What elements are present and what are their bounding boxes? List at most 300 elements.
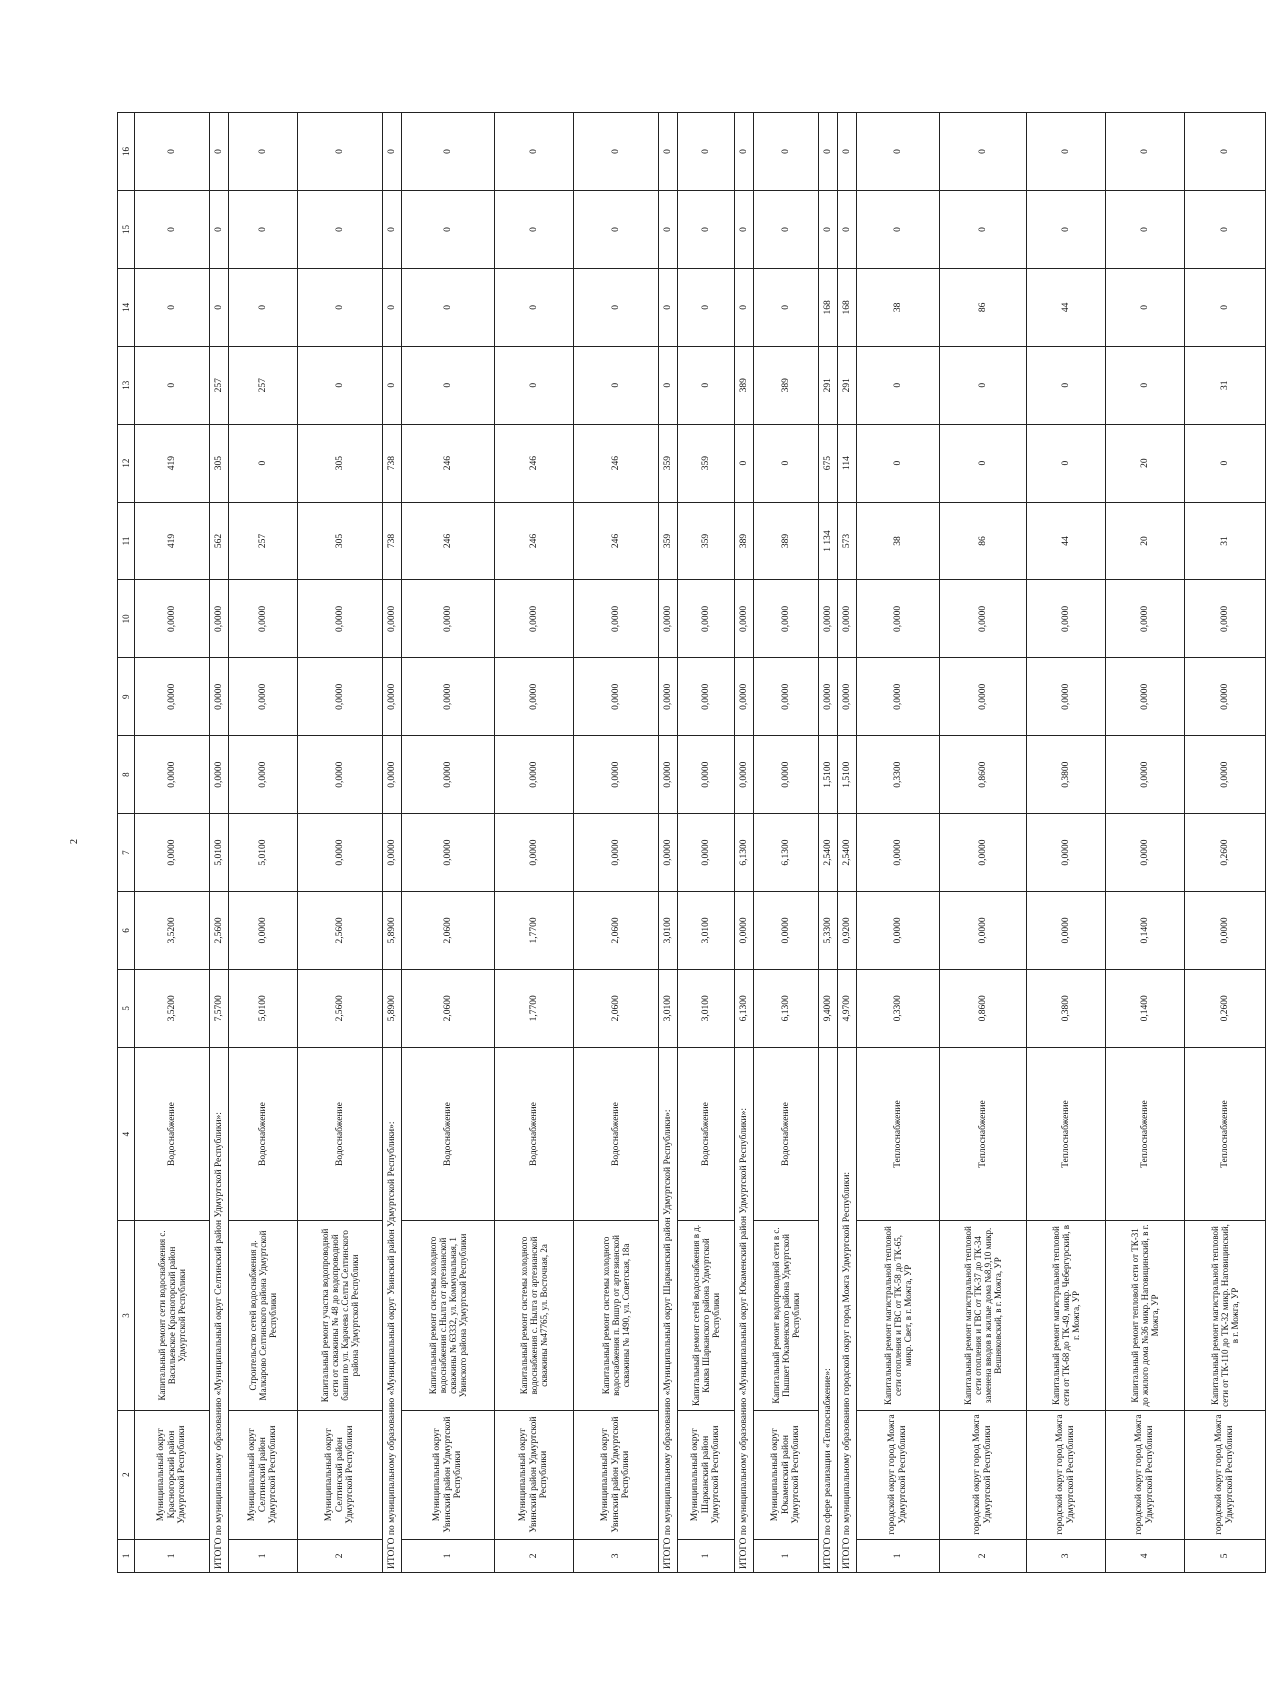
value-cell: 0,0000	[383, 658, 402, 736]
value-cell: 0	[210, 268, 229, 346]
value-cell: 0	[495, 190, 574, 268]
table-row	[940, 113, 1027, 1573]
value-cell: 0,0000	[735, 580, 754, 658]
value-cell: 3,5200	[135, 969, 210, 1047]
municipality-cell: Муниципальный округ Селтинский район Удмуртской Республики	[298, 1410, 383, 1539]
value-cell: 0,0000	[495, 736, 574, 814]
value-cell: 0	[495, 346, 574, 424]
value-cell: 0	[402, 190, 495, 268]
value-cell: 0,0000	[819, 658, 838, 736]
value-cell: 0,0000	[754, 658, 819, 736]
value-cell: 0	[678, 113, 735, 191]
total-label: ИТОГО по муниципальному образованию «Муниципальный округ Юкаменский район Удмуртской Республики»:	[735, 1047, 754, 1572]
page-number: 2	[69, 839, 80, 844]
value-cell: 0,0000	[754, 892, 819, 970]
value-cell: 0	[383, 190, 402, 268]
column-number: 8	[118, 736, 135, 814]
object-name-cell: Капитальный ремонт тепловой сети от ТК-31 до жилого дома №36 микр. Наговицинский, в г. Можга, УР	[1106, 1221, 1185, 1410]
value-cell: 2,0600	[402, 969, 495, 1047]
value-cell: 305	[298, 424, 383, 502]
value-cell: 0,3300	[857, 969, 940, 1047]
municipality-cell: Муниципальный округ Селтинский район Удмуртской Республики	[229, 1410, 298, 1539]
sphere-cell: Водоснабжение	[298, 1047, 383, 1221]
value-cell: 0,0000	[819, 580, 838, 658]
value-cell: 291	[838, 346, 857, 424]
sphere-cell: Теплоснабжение	[1185, 1047, 1266, 1221]
value-cell: 0,0000	[940, 580, 1027, 658]
object-name-cell: Капитальный ремонт системы холодного водоснабжения п. Вишур от артезианской скважины № 1490, ул. Советская, 18а	[574, 1221, 659, 1410]
table-row	[135, 113, 210, 1573]
value-cell: 0	[1185, 424, 1266, 502]
value-cell: 0	[678, 190, 735, 268]
value-cell: 359	[659, 502, 678, 580]
sphere-cell: Водоснабжение	[402, 1047, 495, 1221]
value-cell: 0,0000	[495, 814, 574, 892]
object-name-cell: Строительство сетей водоснабжения д. Малкарово Селтинского района Удмуртской Республики	[229, 1221, 298, 1410]
value-cell: 0,0000	[754, 580, 819, 658]
value-cell: 6,1300	[735, 969, 754, 1047]
value-cell: 0	[229, 268, 298, 346]
table-row	[402, 113, 495, 1573]
value-cell: 0	[1106, 190, 1185, 268]
value-cell: 9,4000	[819, 969, 838, 1047]
value-cell: 0	[678, 346, 735, 424]
total-row	[735, 113, 754, 1573]
value-cell: 359	[678, 424, 735, 502]
rotated-table-container	[117, 112, 1241, 1573]
value-cell: 0,1400	[1106, 892, 1185, 970]
value-cell: 0	[754, 424, 819, 502]
value-cell: 0	[838, 113, 857, 191]
sphere-cell: Водоснабжение	[574, 1047, 659, 1221]
value-cell: 0,0000	[940, 892, 1027, 970]
table-row	[229, 113, 298, 1573]
column-number: 2	[118, 1410, 135, 1539]
object-name-cell: Капитальный ремонт магистральной тепловой сети отопления и ГВС от ТК-37 до ТК-34 заменена вводов в жилые дома №8,9,10 микр. Вешняковский, в г. Можга, УР	[940, 1221, 1027, 1410]
value-cell: 0,0000	[1027, 580, 1106, 658]
value-cell: 0,0000	[1185, 736, 1266, 814]
value-cell: 0,0000	[838, 580, 857, 658]
row-number: 1	[678, 1539, 735, 1572]
column-number: 11	[118, 502, 135, 580]
value-cell: 0	[1106, 113, 1185, 191]
value-cell: 0,0000	[402, 580, 495, 658]
value-cell: 0	[819, 190, 838, 268]
value-cell: 0,0000	[940, 814, 1027, 892]
column-number: 15	[118, 190, 135, 268]
value-cell: 44	[1027, 502, 1106, 580]
value-cell: 0	[1185, 268, 1266, 346]
value-cell: 5,0100	[229, 969, 298, 1047]
value-cell: 0	[838, 190, 857, 268]
value-cell: 0,0000	[1106, 814, 1185, 892]
value-cell: 114	[838, 424, 857, 502]
value-cell: 0,3300	[857, 736, 940, 814]
municipality-cell: городской округ город Можга Удмуртской Республики	[1027, 1410, 1106, 1539]
value-cell: 246	[402, 502, 495, 580]
value-cell: 0,0000	[298, 658, 383, 736]
value-cell: 2,5400	[838, 814, 857, 892]
value-cell: 0,0000	[402, 658, 495, 736]
value-cell: 0,0000	[495, 580, 574, 658]
value-cell: 0	[857, 113, 940, 191]
value-cell: 0,0000	[1106, 580, 1185, 658]
total-row	[838, 113, 857, 1573]
value-cell: 305	[298, 502, 383, 580]
value-cell: 0	[229, 424, 298, 502]
sphere-cell: Водоснабжение	[678, 1047, 735, 1221]
value-cell: 0,0000	[402, 814, 495, 892]
value-cell: 1,7700	[495, 969, 574, 1047]
value-cell: 0,8600	[940, 969, 1027, 1047]
sphere-cell: Теплоснабжение	[940, 1047, 1027, 1221]
value-cell: 86	[940, 268, 1027, 346]
value-cell: 0	[1185, 113, 1266, 191]
row-number: 1	[402, 1539, 495, 1572]
value-cell: 0,0000	[659, 736, 678, 814]
value-cell: 168	[838, 268, 857, 346]
value-cell: 0	[383, 113, 402, 191]
value-cell: 0,0000	[210, 736, 229, 814]
value-cell: 0	[229, 113, 298, 191]
column-number: 10	[118, 580, 135, 658]
table-row	[857, 113, 940, 1573]
total-label: ИТОГО по сфере реализации «Теплоснабжение»:	[819, 1047, 838, 1572]
row-number: 1	[135, 1539, 210, 1572]
value-cell: 0	[857, 190, 940, 268]
value-cell: 0,0000	[1106, 658, 1185, 736]
value-cell: 419	[135, 424, 210, 502]
value-cell: 1,5100	[819, 736, 838, 814]
table-row	[298, 113, 383, 1573]
value-cell: 3,0100	[678, 969, 735, 1047]
sphere-cell: Теплоснабжение	[1027, 1047, 1106, 1221]
value-cell: 0,0000	[229, 736, 298, 814]
value-cell: 0,2600	[1185, 969, 1266, 1047]
column-number: 5	[118, 969, 135, 1047]
value-cell: 359	[678, 502, 735, 580]
value-cell: 0,1400	[1106, 969, 1185, 1047]
object-name-cell: Капитальный ремонт магистральной тепловой сети от ТК-110 до ТК-32 микр. Наговицинский, в г. Можга, УР	[1185, 1221, 1266, 1410]
total-label: ИТОГО по муниципальному образованию «Муниципальный округ Селтинский район Удмуртской Республики»:	[210, 1047, 229, 1572]
value-cell: 246	[574, 502, 659, 580]
value-cell: 0,9200	[838, 892, 857, 970]
value-cell: 5,0100	[210, 814, 229, 892]
column-number: 14	[118, 268, 135, 346]
value-cell: 2,5600	[210, 892, 229, 970]
value-cell: 389	[754, 346, 819, 424]
value-cell: 246	[495, 502, 574, 580]
value-cell: 562	[210, 502, 229, 580]
value-cell: 0,0000	[210, 580, 229, 658]
value-cell: 0,0000	[383, 736, 402, 814]
value-cell: 0	[754, 268, 819, 346]
value-cell: 257	[210, 346, 229, 424]
value-cell: 0,0000	[735, 892, 754, 970]
table-row	[1106, 113, 1185, 1573]
value-cell: 257	[229, 346, 298, 424]
value-cell: 0	[735, 268, 754, 346]
table-row	[495, 113, 574, 1573]
value-cell: 0,0000	[135, 814, 210, 892]
value-cell: 3,0100	[678, 892, 735, 970]
value-cell: 0	[383, 346, 402, 424]
value-cell: 389	[735, 346, 754, 424]
value-cell: 2,5400	[819, 814, 838, 892]
municipality-cell: Муниципальный округ Увинский район Удмуртской Республики	[495, 1410, 574, 1539]
value-cell: 0,0000	[495, 658, 574, 736]
value-cell: 0	[135, 268, 210, 346]
value-cell: 5,3300	[819, 892, 838, 970]
value-cell: 0,0000	[383, 814, 402, 892]
value-cell: 0,0000	[678, 658, 735, 736]
value-cell: 0	[298, 113, 383, 191]
value-cell: 1,7700	[495, 892, 574, 970]
value-cell: 0	[402, 268, 495, 346]
value-cell: 0	[1027, 346, 1106, 424]
object-name-cell: Капитальный ремонт участка водопроводной сети от скважины № 48 до водопроводной башни по ул. Карачева с.Селты Селтинского района Удмуртской Республики	[298, 1221, 383, 1410]
value-cell: 257	[229, 502, 298, 580]
value-cell: 0,0000	[754, 736, 819, 814]
value-cell: 0,0000	[574, 736, 659, 814]
value-cell: 0	[659, 113, 678, 191]
value-cell: 0	[1106, 268, 1185, 346]
value-cell: 0,0000	[838, 658, 857, 736]
value-cell: 3,5200	[135, 892, 210, 970]
value-cell: 0,0000	[135, 736, 210, 814]
column-number: 6	[118, 892, 135, 970]
value-cell: 0	[1027, 190, 1106, 268]
value-cell: 0,0000	[857, 892, 940, 970]
municipality-cell: Муниципальный округ Красногорский район Удмуртской Республики	[135, 1410, 210, 1539]
value-cell: 168	[819, 268, 838, 346]
value-cell: 246	[402, 424, 495, 502]
value-cell: 0	[1027, 113, 1106, 191]
table-row	[574, 113, 659, 1573]
sphere-cell: Водоснабжение	[135, 1047, 210, 1221]
value-cell: 0,0000	[659, 580, 678, 658]
row-number: 2	[940, 1539, 1027, 1572]
column-number-row	[118, 113, 135, 1573]
value-cell: 6,1300	[754, 969, 819, 1047]
value-cell: 0	[574, 190, 659, 268]
value-cell: 0,0000	[229, 892, 298, 970]
value-cell: 38	[857, 268, 940, 346]
value-cell: 0	[210, 113, 229, 191]
value-cell: 0,0000	[298, 580, 383, 658]
value-cell: 0	[735, 424, 754, 502]
value-cell: 0	[940, 113, 1027, 191]
column-number: 7	[118, 814, 135, 892]
municipality-cell: городской округ город Можга Удмуртской Республики	[857, 1410, 940, 1539]
municipality-cell: Муниципальный округ Увинский район Удмуртской Республики	[574, 1410, 659, 1539]
municipality-cell: Муниципальный округ Увинский район Удмуртской Республики	[402, 1410, 495, 1539]
value-cell: 0,0000	[229, 580, 298, 658]
total-row	[819, 113, 838, 1573]
value-cell: 0,2600	[1185, 814, 1266, 892]
value-cell: 0	[735, 113, 754, 191]
value-cell: 291	[819, 346, 838, 424]
value-cell: 0	[940, 424, 1027, 502]
value-cell: 0	[940, 346, 1027, 424]
value-cell: 0	[857, 346, 940, 424]
row-number: 1	[857, 1539, 940, 1572]
column-number: 12	[118, 424, 135, 502]
value-cell: 0,0000	[659, 658, 678, 736]
total-label: ИТОГО по муниципальному образованию «Муниципальный округ Увинский район Удмуртской Республики»:	[383, 1047, 402, 1572]
value-cell: 0	[659, 346, 678, 424]
value-cell: 2,5600	[298, 892, 383, 970]
value-cell: 0,0000	[678, 814, 735, 892]
sphere-cell: Водоснабжение	[754, 1047, 819, 1221]
value-cell: 419	[135, 502, 210, 580]
value-cell: 1,5100	[838, 736, 857, 814]
data-table	[117, 112, 1266, 1573]
municipality-cell: городской округ город Можга Удмуртской Республики	[940, 1410, 1027, 1539]
row-number: 3	[1027, 1539, 1106, 1572]
value-cell: 0	[298, 346, 383, 424]
value-cell: 0,0000	[574, 658, 659, 736]
value-cell: 0	[659, 268, 678, 346]
row-number: 1	[754, 1539, 819, 1572]
row-number: 2	[298, 1539, 383, 1572]
value-cell: 0	[135, 346, 210, 424]
value-cell: 0	[402, 346, 495, 424]
value-cell: 0,0000	[210, 658, 229, 736]
total-row	[383, 113, 402, 1573]
value-cell: 0,0000	[1185, 580, 1266, 658]
row-number: 3	[574, 1539, 659, 1572]
value-cell: 2,0600	[574, 892, 659, 970]
column-number: 4	[118, 1047, 135, 1221]
value-cell: 0	[210, 190, 229, 268]
value-cell: 359	[659, 424, 678, 502]
value-cell: 0,0000	[857, 580, 940, 658]
column-number: 3	[118, 1221, 135, 1410]
table-row	[1027, 113, 1106, 1573]
value-cell: 4,9700	[838, 969, 857, 1047]
value-cell: 0,0000	[298, 736, 383, 814]
value-cell: 20	[1106, 502, 1185, 580]
value-cell: 6,1300	[754, 814, 819, 892]
value-cell: 3,0100	[659, 892, 678, 970]
value-cell: 0	[1106, 346, 1185, 424]
total-label: ИТОГО по муниципальному образованию городской округ город Можга Удмуртской Республики:	[838, 1047, 857, 1572]
value-cell: 738	[383, 424, 402, 502]
object-name-cell: Капитальный ремонт магистральной тепловой сети от ТК-68 до ТК-49, микр. Чебергурский, в г. Можга, УР	[1027, 1221, 1106, 1410]
value-cell: 0	[940, 190, 1027, 268]
sphere-cell: Теплоснабжение	[1106, 1047, 1185, 1221]
sphere-cell: Водоснабжение	[495, 1047, 574, 1221]
value-cell: 31	[1185, 346, 1266, 424]
value-cell: 2,0600	[402, 892, 495, 970]
value-cell: 0	[857, 424, 940, 502]
object-name-cell: Капитальный ремонт сети водоснабжения с. Васильевское Красногорский район Удмуртской Республики	[135, 1221, 210, 1410]
value-cell: 389	[754, 502, 819, 580]
value-cell: 0	[659, 190, 678, 268]
value-cell: 0	[298, 268, 383, 346]
municipality-cell: Муниципальный округ Шарканский район Удмуртской Республики	[678, 1410, 735, 1539]
value-cell: 0,0000	[1106, 736, 1185, 814]
value-cell: 0	[1185, 190, 1266, 268]
value-cell: 0,0000	[678, 580, 735, 658]
value-cell: 0,0000	[402, 736, 495, 814]
value-cell: 0	[574, 113, 659, 191]
value-cell: 0	[1027, 424, 1106, 502]
value-cell: 0	[402, 113, 495, 191]
value-cell: 0	[229, 190, 298, 268]
value-cell: 0	[754, 190, 819, 268]
value-cell: 31	[1185, 502, 1266, 580]
value-cell: 0,0000	[1027, 814, 1106, 892]
value-cell: 0,0000	[659, 814, 678, 892]
value-cell: 0,8600	[940, 736, 1027, 814]
value-cell: 0,0000	[229, 658, 298, 736]
value-cell: 738	[383, 502, 402, 580]
column-number: 13	[118, 346, 135, 424]
value-cell: 0,0000	[135, 658, 210, 736]
value-cell: 6,1300	[735, 814, 754, 892]
value-cell: 86	[940, 502, 1027, 580]
value-cell: 0	[574, 346, 659, 424]
value-cell: 1 134	[819, 502, 838, 580]
total-row	[210, 113, 229, 1573]
value-cell: 5,8900	[383, 892, 402, 970]
object-name-cell: Капитальный ремонт магистральной тепловой сети отопления и ГВС от ТК-58 до ТК-65, микр. Свет, в г. Можга, УР	[857, 1221, 940, 1410]
value-cell: 0	[383, 268, 402, 346]
value-cell: 7,5700	[210, 969, 229, 1047]
municipality-cell: Муниципальный округ Юкаменский район Удмуртской Республики	[754, 1410, 819, 1539]
row-number: 2	[495, 1539, 574, 1572]
total-row	[659, 113, 678, 1573]
value-cell: 389	[735, 502, 754, 580]
value-cell: 38	[857, 502, 940, 580]
row-number: 4	[1106, 1539, 1185, 1572]
object-name-cell: Капитальный ремонт системы холодного водоснабжения с.Нылга от артезианской скважины № 63332, ул. Коммунальная, 1 Увинского района Удмуртской Республики	[402, 1221, 495, 1410]
value-cell: 573	[838, 502, 857, 580]
value-cell: 0,0000	[940, 658, 1027, 736]
value-cell: 2,5600	[298, 969, 383, 1047]
value-cell: 0,0000	[135, 580, 210, 658]
value-cell: 0,0000	[383, 580, 402, 658]
table-row	[754, 113, 819, 1573]
value-cell: 0,0000	[1027, 892, 1106, 970]
value-cell: 0,0000	[1185, 658, 1266, 736]
value-cell: 0,0000	[735, 736, 754, 814]
value-cell: 0	[495, 113, 574, 191]
value-cell: 0	[754, 113, 819, 191]
row-number: 5	[1185, 1539, 1266, 1572]
column-number: 16	[118, 113, 135, 191]
value-cell: 0	[735, 190, 754, 268]
value-cell: 0,0000	[1027, 658, 1106, 736]
value-cell: 675	[819, 424, 838, 502]
value-cell: 0,0000	[1185, 892, 1266, 970]
value-cell: 0	[135, 113, 210, 191]
total-label: ИТОГО по муниципальному образованию «Муниципальный округ Шарканский район Удмуртской Республики»:	[659, 1047, 678, 1572]
object-name-cell: Капитальный ремонт водопроводной сети в с. Пышкет Юкаменского района Удмуртской Республики	[754, 1221, 819, 1410]
value-cell: 0	[298, 190, 383, 268]
municipality-cell: городской округ город Можга Удмуртской Республики	[1185, 1410, 1266, 1539]
value-cell: 0,0000	[735, 658, 754, 736]
value-cell: 20	[1106, 424, 1185, 502]
value-cell: 44	[1027, 268, 1106, 346]
value-cell: 0	[819, 113, 838, 191]
object-name-cell: Капитальный ремонт сетей водоснабжения в д. Кыква Шарканского района Удмуртской Республики	[678, 1221, 735, 1410]
value-cell: 0,0000	[574, 580, 659, 658]
table-row	[678, 113, 735, 1573]
value-cell: 3,0100	[659, 969, 678, 1047]
